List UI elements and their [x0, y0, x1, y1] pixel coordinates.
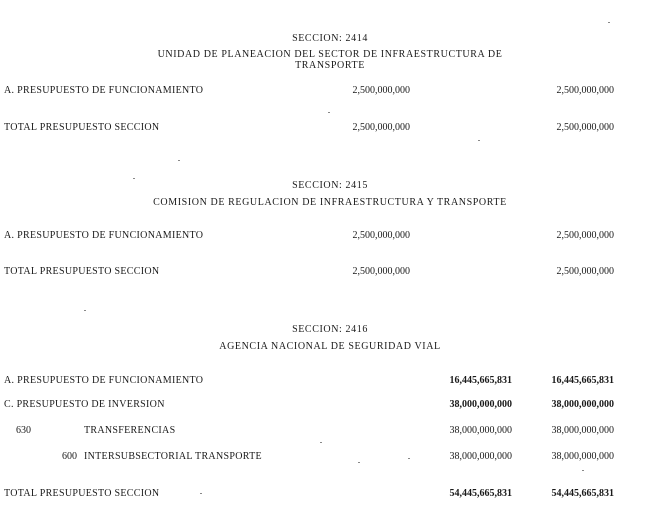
scan-speck: [582, 470, 584, 471]
row-label: A. PRESUPUESTO DE FUNCIONAMIENTO: [4, 230, 204, 241]
row-value-col1: 16,445,665,831: [449, 375, 512, 386]
row-label: TOTAL PRESUPUESTO SECCION: [4, 266, 160, 277]
scan-speck: [178, 160, 180, 161]
section-2416-inversion-row: [0, 399, 658, 413]
scan-speck: [133, 178, 135, 179]
section-2414-total-row: [0, 122, 658, 136]
section-2416-intersubsectorial-row: [0, 451, 658, 465]
row-value-col2: 38,000,000,000: [551, 425, 614, 436]
section-2416-title: AGENCIA NACIONAL DE SEGURIDAD VIAL: [219, 341, 441, 352]
section-2416-transferencias-row: [0, 425, 658, 439]
row-value-col1: 2,500,000,000: [352, 85, 410, 96]
row-value-col2: 2,500,000,000: [556, 85, 614, 96]
row-value-col2: 38,000,000,000: [551, 399, 614, 410]
row-code: 600: [62, 451, 77, 462]
scan-speck: [320, 442, 322, 443]
section-2414-title: UNIDAD DE PLANEACION DEL SECTOR DE INFRAESTRUCTURA DE TRANSPORTE: [157, 49, 503, 71]
row-value-col1: 2,500,000,000: [352, 122, 410, 133]
row-label: TOTAL PRESUPUESTO SECCION: [4, 488, 160, 499]
row-value-col2: 2,500,000,000: [556, 266, 614, 277]
scan-speck: [478, 140, 480, 141]
section-2416-funcionamiento-row: [0, 375, 658, 389]
row-value-col1: 38,000,000,000: [449, 425, 512, 436]
section-2416-number: SECCION: 2416: [292, 324, 368, 335]
row-label: TOTAL PRESUPUESTO SECCION: [4, 122, 160, 133]
row-value-col2: 38,000,000,000: [551, 451, 614, 462]
row-value-col1: 38,000,000,000: [449, 451, 512, 462]
section-2415-title: COMISION DE REGULACION DE INFRAESTRUCTURA Y TRANSPORTE: [153, 197, 507, 208]
scan-speck: [84, 310, 86, 311]
row-value-col2: 16,445,665,831: [551, 375, 614, 386]
row-value-col1: 54,445,665,831: [449, 488, 512, 499]
section-2415-number: SECCION: 2415: [292, 180, 368, 191]
row-label: A. PRESUPUESTO DE FUNCIONAMIENTO: [4, 375, 204, 386]
row-label: TRANSFERENCIAS: [84, 425, 176, 436]
section-2414-funcionamiento-row: [0, 85, 658, 99]
row-value-col2: 54,445,665,831: [551, 488, 614, 499]
scan-speck: [358, 462, 360, 463]
section-2414-number: SECCION: 2414: [292, 33, 368, 44]
scan-speck: [200, 493, 202, 494]
row-label: INTERSUBSECTORIAL TRANSPORTE: [84, 451, 262, 462]
scan-speck: [328, 112, 330, 113]
row-value-col1: 2,500,000,000: [352, 230, 410, 241]
row-label: A. PRESUPUESTO DE FUNCIONAMIENTO: [4, 85, 204, 96]
row-value-col1: 38,000,000,000: [449, 399, 512, 410]
row-code: 630: [16, 425, 31, 436]
section-2416-total-row: [0, 488, 658, 502]
scan-speck: [608, 22, 610, 23]
section-2415-total-row: [0, 266, 658, 280]
scan-speck: [408, 458, 410, 459]
section-2415-funcionamiento-row: [0, 230, 658, 244]
row-value-col2: 2,500,000,000: [556, 230, 614, 241]
row-label: C. PRESUPUESTO DE INVERSION: [4, 399, 165, 410]
row-value-col2: 2,500,000,000: [556, 122, 614, 133]
row-value-col1: 2,500,000,000: [352, 266, 410, 277]
